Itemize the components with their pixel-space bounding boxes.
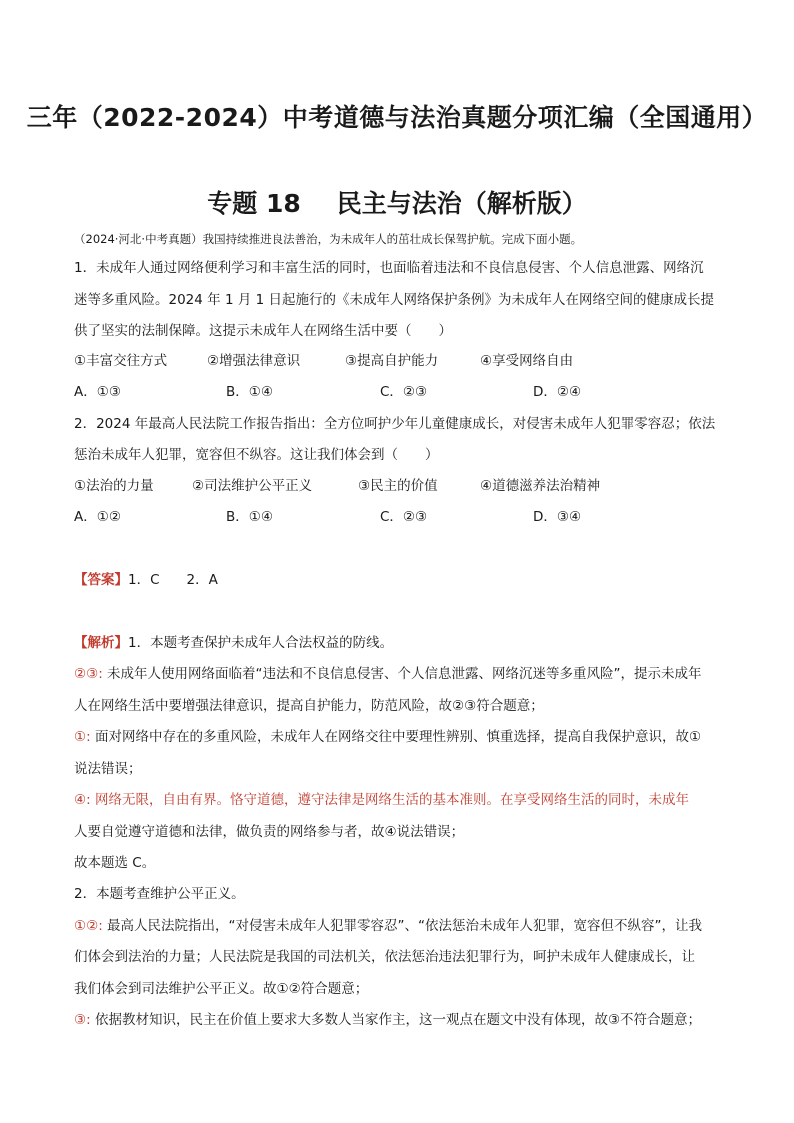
analysis-line: 故本题选 C。 bbox=[74, 855, 156, 871]
option-ref: ③: bbox=[74, 1012, 91, 1028]
option-ref: ①②: bbox=[74, 918, 103, 934]
answer-text: 1．C 2．A bbox=[128, 572, 218, 588]
analysis-line bbox=[74, 1010, 724, 1030]
analysis-line: 说法错误； bbox=[74, 761, 142, 777]
q1-item: ④享受网络自由 bbox=[480, 353, 574, 369]
analysis-text: 未成年人使用网络面临着“违法和不良信息侵害、个人信息泄露、网络沉迷等多重风险”，提示未成年 bbox=[102, 666, 702, 682]
question-intro: （2024·河北·中考真题）我国持续推进良法善治，为未成年人的茁壮成长保驾护航。完成下面小题。 bbox=[74, 232, 583, 246]
q2-choice-c: C．②③ bbox=[380, 509, 428, 525]
q1-choice-c: C．②③ bbox=[380, 384, 428, 400]
analysis-text: 面对网络中存在的多重风险，未成年人在网络交往中要理性辨别、慎重选择，提高自我保护意识，故① bbox=[90, 729, 702, 745]
q2-choice-b: B．①④ bbox=[226, 509, 273, 525]
q2-item: ③民主的价值 bbox=[358, 478, 438, 494]
q1-item: ②增强法律意识 bbox=[207, 353, 301, 369]
analysis-line: 人要自觉遵守道德和法律，做负责的网络参与者，故④说法错误； bbox=[74, 824, 465, 840]
analysis-label: 【解析】 bbox=[74, 635, 128, 651]
main-title: 三年（2022-2024）中考道德与法治真题分项汇编（全国通用） bbox=[26, 103, 768, 132]
q1-item: ③提高自护能力 bbox=[345, 353, 439, 369]
q2-item: ④道德滋养法治精神 bbox=[480, 478, 601, 494]
q1-item: ①丰富交往方式 bbox=[74, 353, 168, 369]
analysis-text: 依据教材知识，民主在价值上要求大多数人当家作主，这一观点在题文中没有体现，故③不符合题意； bbox=[90, 1012, 702, 1028]
q2-stem-line: 惩治未成年人犯罪，宽容但不纵容。这让我们体会到（ ） bbox=[74, 447, 439, 463]
q1-choice-a: A．①③ bbox=[74, 384, 121, 400]
answer-label: 【答案】 bbox=[74, 572, 128, 588]
q1-choice-b: B．①④ bbox=[226, 384, 273, 400]
analysis-line: ④: 网络无限，自由有界。恪守道德，遵守法律是网络生活的基本准则。在享受网络生活的同时，未成年 bbox=[74, 792, 689, 808]
option-ref: ②③: bbox=[74, 666, 103, 682]
analysis-line bbox=[74, 727, 724, 747]
analysis-line: 我们体会到司法维护公平正义。故①②符合题意； bbox=[74, 981, 369, 997]
topic-number: 专题 18 bbox=[207, 189, 301, 218]
analysis-text: 1．本题考查保护未成年人合法权益的防线。 bbox=[128, 635, 394, 651]
q1-choice-d: D．②④ bbox=[533, 384, 582, 400]
sub-title bbox=[0, 184, 794, 220]
q1-stem-line: 迷等多重风险。2024 年 1 月 1 日起施行的《未成年人网络保护条例》为未成年人在网络空间的健康成长提 bbox=[74, 292, 714, 308]
analysis-line: 人在网络生活中要增强法律意识，提高自护能力，防范风险，故②③符合题意； bbox=[74, 698, 544, 714]
q2-choice-d: D．③④ bbox=[533, 509, 582, 525]
analysis-line: 2．本题考查维护公平正义。 bbox=[74, 886, 245, 902]
analysis-text: 最高人民法院指出，“对侵害未成年人犯罪零容忍”、“依法惩治未成年人犯罪，宽容但不纵容”，让我 bbox=[102, 918, 703, 934]
analysis-line bbox=[74, 664, 724, 684]
q2-item: ①法治的力量 bbox=[74, 478, 154, 494]
topic-name: 民主与法治（解析版） bbox=[336, 189, 587, 218]
analysis-line bbox=[74, 916, 724, 936]
analysis-line bbox=[74, 633, 724, 653]
analysis-line: 们体会到法治的力量；人民法院是我国的司法机关，依法惩治违法犯罪行为，呵护未成年人健康成长，让 bbox=[74, 949, 695, 965]
q2-choice-a: A．①② bbox=[74, 509, 121, 525]
option-ref: ①: bbox=[74, 729, 91, 745]
q1-stem-line: 供了坚实的法制保障。这提示未成年人在网络生活中要（ ） bbox=[74, 323, 452, 339]
q1-stem-line: 1．未成年人通过网络便利学习和丰富生活的同时，也面临着违法和不良信息侵害、个人信息泄露、网络沉 bbox=[74, 260, 704, 276]
answer-line bbox=[74, 570, 724, 590]
q2-stem-line: 2．2024 年最高人民法院工作报告指出：全方位呵护少年儿童健康成长，对侵害未成年人犯罪零容忍；依法 bbox=[74, 416, 716, 432]
q2-item: ②司法维护公平正义 bbox=[192, 478, 313, 494]
